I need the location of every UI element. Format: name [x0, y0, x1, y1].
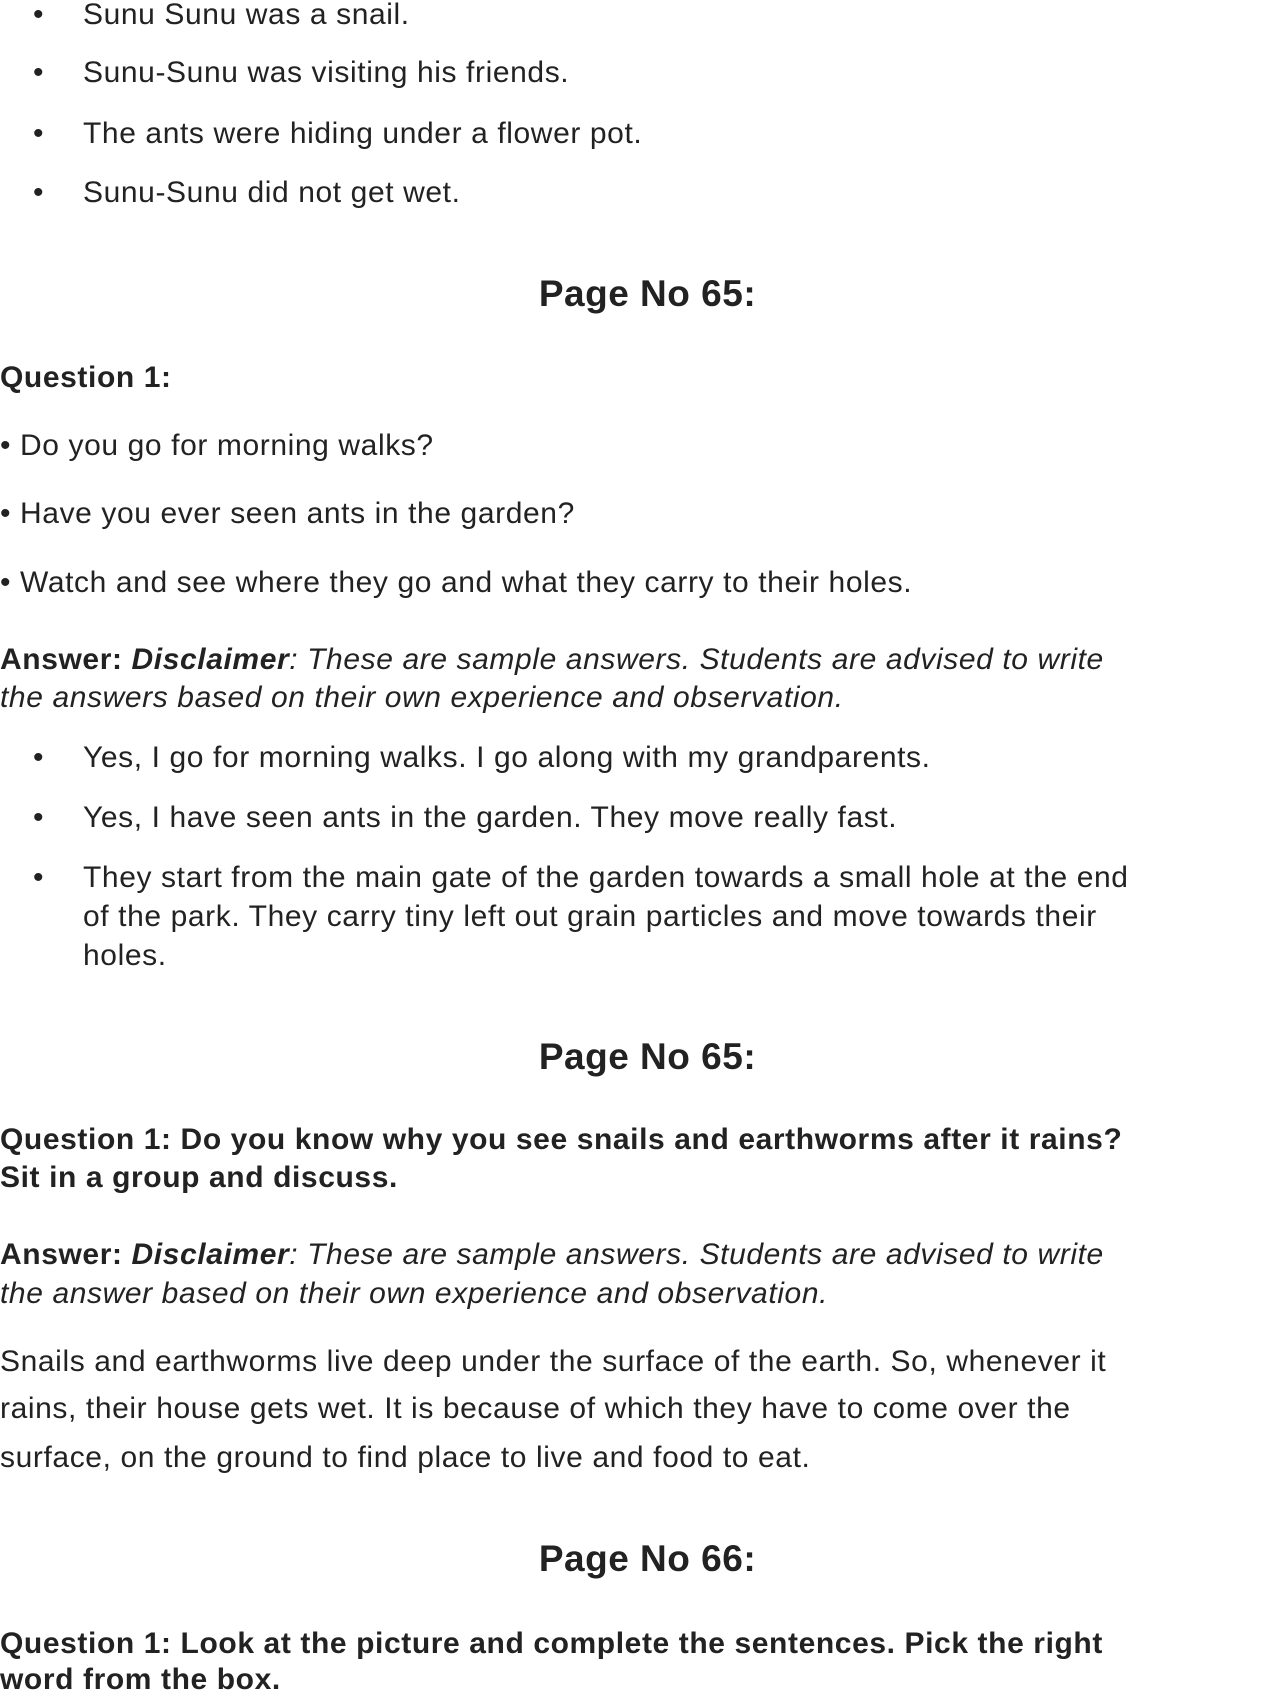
- disclaimer-text: the answer based on their own experience and observation.: [0, 1277, 829, 1310]
- answer-label: Answer:: [0, 643, 132, 676]
- page-heading: Page No 65:: [538, 273, 757, 314]
- bullet-icon: •: [33, 56, 44, 89]
- list-item: The ants were hiding under a flower pot.: [83, 117, 643, 150]
- question-prompt: • Have you ever seen ants in the garden?: [0, 497, 575, 530]
- list-item: Yes, I have seen ants in the garden. They move really fast.: [83, 801, 898, 834]
- question-text: Sit in a group and discuss.: [0, 1161, 398, 1194]
- bullet-icon: •: [33, 861, 44, 894]
- disclaimer-label: Disclaimer: [131, 643, 290, 676]
- bullet-icon: •: [33, 176, 44, 209]
- question-prompt: • Watch and see where they go and what they carry to their holes.: [0, 566, 913, 599]
- bullet-icon: •: [33, 741, 44, 774]
- disclaimer-text: the answers based on their own experience and observation.: [0, 681, 844, 714]
- list-item: Yes, I go for morning walks. I go along with my grandparents.: [83, 741, 931, 774]
- question-label: Question 1:: [0, 361, 172, 394]
- disclaimer-text: : These are sample answers. Students are advised to write: [289, 643, 1104, 676]
- disclaimer-text: : These are sample answers. Students are advised to write: [289, 1238, 1104, 1271]
- page-heading: Page No 65:: [538, 1036, 757, 1077]
- disclaimer-label: Disclaimer: [131, 1238, 290, 1271]
- list-item: Sunu-Sunu was visiting his friends.: [83, 56, 570, 89]
- question-text: Question 1: Look at the picture and complete the sentences. Pick the right: [0, 1627, 1103, 1660]
- question-text: word from the box.: [0, 1663, 281, 1696]
- answer-disclaimer: [0, 642, 1104, 678]
- answer-paragraph: surface, on the ground to find place to live and food to eat.: [0, 1441, 811, 1474]
- question-text: Question 1: Do you know why you see snails and earthworms after it rains?: [0, 1123, 1123, 1156]
- bullet-icon: •: [33, 801, 44, 834]
- list-item-continuation: of the park. They carry tiny left out grain particles and move towards their: [83, 900, 1097, 933]
- answer-paragraph: Snails and earthworms live deep under the surface of the earth. So, whenever it: [0, 1345, 1107, 1378]
- list-item-continuation: holes.: [83, 939, 167, 972]
- bullet-icon: •: [33, 117, 44, 150]
- list-item: Sunu-Sunu did not get wet.: [83, 176, 461, 209]
- list-item: Sunu Sunu was a snail.: [83, 0, 410, 31]
- answer-label: Answer:: [0, 1238, 132, 1271]
- answer-disclaimer: [0, 1237, 1104, 1273]
- bullet-icon: •: [33, 0, 44, 31]
- page-heading: Page No 66:: [538, 1538, 757, 1579]
- question-prompt: • Do you go for morning walks?: [0, 429, 434, 462]
- answer-paragraph: rains, their house gets wet. It is because of which they have to come over the: [0, 1392, 1071, 1425]
- list-item: They start from the main gate of the garden towards a small hole at the end: [83, 861, 1129, 894]
